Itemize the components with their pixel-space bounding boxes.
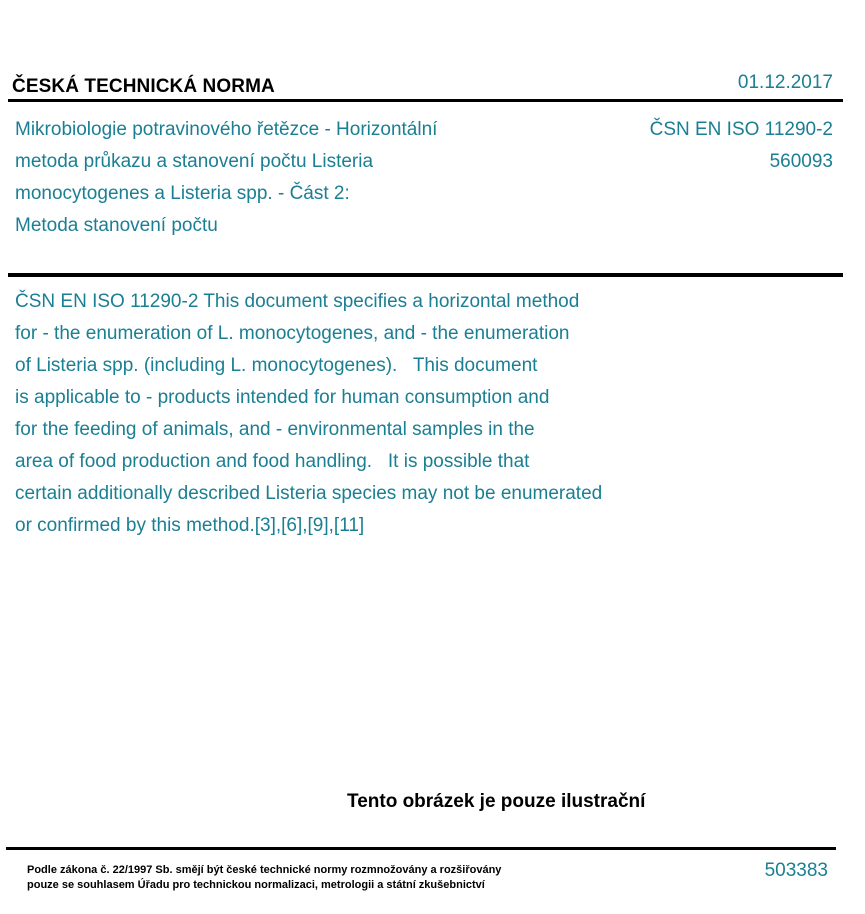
footer-divider (6, 847, 836, 850)
legal-notice-line: Podle zákona č. 22/1997 Sb. smějí být české technické normy rozmnožovány a rozšiřovány (27, 864, 502, 876)
abstract-line: or confirmed by this method.[3],[6],[9],[11] (15, 515, 365, 536)
catalog-number: 503383 (764, 860, 828, 881)
illustrative-notice: Tento obrázek je pouze ilustrační (347, 791, 646, 812)
standard-title-line: metoda průkazu a stanovení počtu Listeria (15, 151, 374, 172)
abstract-line: for the feeding of animals, and - environmental samples in the (15, 419, 535, 440)
abstract-text (15, 286, 705, 542)
abstract-line: ČSN EN ISO 11290-2 This document specifies a horizontal method (15, 291, 580, 312)
abstract-line: for - the enumeration of L. monocytogenes, and - the enumeration (15, 323, 570, 344)
abstract-line: of Listeria spp. (including L. monocytogenes). This document (15, 355, 538, 376)
publication-date: 01.12.2017 (737, 72, 833, 93)
standard-title-line: Metoda stanovení počtu (15, 215, 218, 236)
abstract-line: area of food production and food handling. It is possible that (15, 451, 530, 472)
legal-notice (27, 863, 501, 893)
standard-title-line: Mikrobiologie potravinového řetězce - Horizontální (15, 119, 438, 140)
section-divider (8, 273, 843, 277)
header-divider (8, 99, 843, 102)
abstract-line: certain additionally described Listeria species may not be enumerated (15, 483, 603, 504)
standard-title-line: monocytogenes a Listeria spp. - Část 2: (15, 183, 350, 204)
standard-title (15, 114, 535, 242)
standard-identifiers (650, 114, 833, 178)
legal-notice-line: pouze se souhlasem Úřadu pro technickou normalizaci, metrologii a státní zkušebnictví (27, 879, 485, 891)
abstract-line: is applicable to - products intended for human consumption and (15, 387, 550, 408)
classification-number: 560093 (769, 151, 833, 172)
document-type-heading: ČESKÁ TECHNICKÁ NORMA (12, 76, 275, 97)
standard-code: ČSN EN ISO 11290-2 (649, 119, 833, 140)
